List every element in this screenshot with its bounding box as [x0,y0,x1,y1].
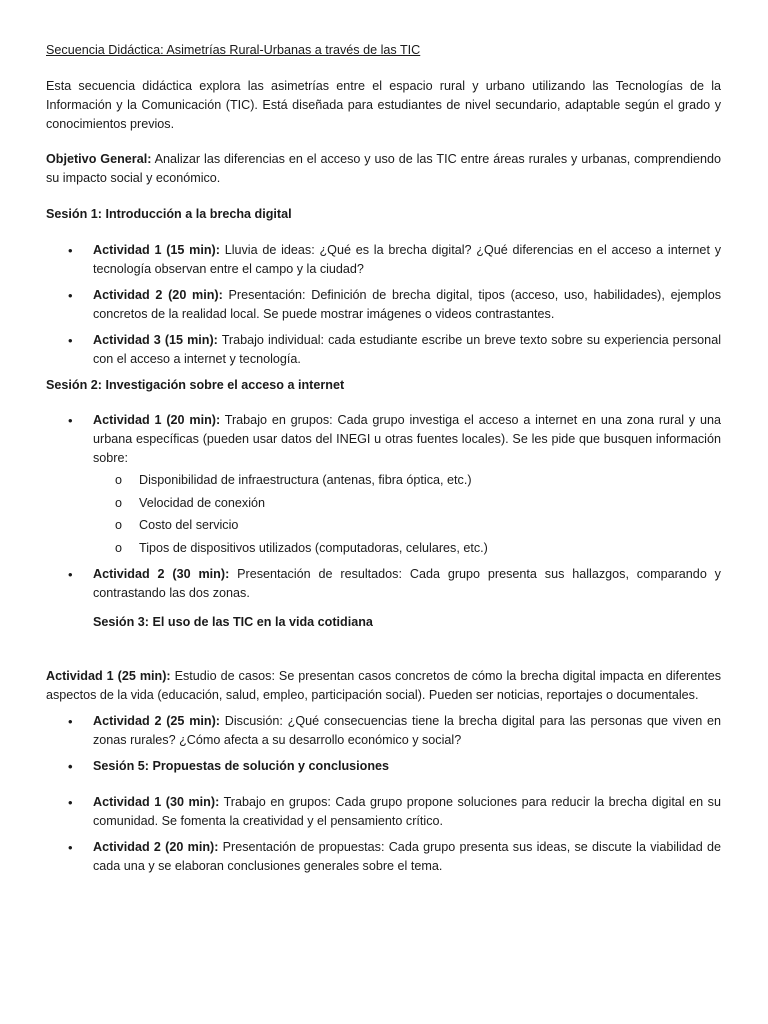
activity-label: Actividad 1 (30 min): [93,794,220,809]
activity-label: Actividad 2 (30 min): [93,566,230,581]
activity-label: Actividad 1 (20 min): [93,413,221,427]
document-title: Secuencia Didáctica: Asimetrías Rural-Urbanas a través de las TIC [46,43,421,57]
list-item [46,286,721,324]
activity-label: Actividad 1 (15 min): [93,243,220,257]
intro-paragraph: Esta secuencia didáctica explora las asimetrías entre el espacio rural y urbano utilizando las Tecnologías de la Información y la Comunicación (TIC). Está diseñada para estudiantes de nivel secundario, adaptable según el grado y conocimientos previos. [46,79,721,131]
activity-label: Actividad 1 (25 min): [46,668,171,683]
circle-bullet-icon: o [115,495,123,510]
sub-item-text: Tipos de dispositivos utilizados (computadoras, celulares, etc.) [139,540,488,555]
session-3-activity-1 [46,667,721,705]
session-2-activities [46,411,721,603]
bullet-icon: • [68,758,73,774]
session-3-activities [46,712,721,876]
sub-item-text: Costo del servicio [139,518,239,532]
sub-list-item [93,539,721,558]
activity-text: Presentación de propuestas: Cada grupo presenta sus ideas, se discute la viabilidad de cada una y se elaboran conclusiones generales sobre el tema. [93,839,721,873]
list-item [46,331,721,369]
objective-text: Analizar las diferencias en el acceso y uso de las TIC entre áreas rurales y urbanas, comprendiendo su impacto social y económico. [46,152,721,185]
circle-bullet-icon: o [115,518,123,532]
list-item [46,241,721,279]
list-item [46,411,721,558]
bullet-icon: • [68,288,73,303]
activity-text: Trabajo en grupos: Cada grupo propone soluciones para reducir la brecha digital en su comunidad. Se fomenta la creatividad y el pensamiento crítico. [93,794,721,828]
session-2-heading: Sesión 2: Investigación sobre el acceso a internet [46,378,345,392]
circle-bullet-icon: o [115,473,123,487]
activity-label: Actividad 2 (20 min): [93,288,223,302]
list-item [46,793,721,831]
session-5-heading: Sesión 5: Propuestas de solución y conclusiones [93,758,390,773]
session-1-heading: Sesión 1: Introducción a la brecha digital [46,207,292,221]
bullet-icon: • [68,413,73,428]
activity-text: Estudio de casos: Se presentan casos concretos de cómo la brecha digital impacta en diferentes aspectos de la vida (educación, salud, empleo, participación social). Pueden ser noticias, reportajes o documentales. [46,668,721,702]
activity-label: Actividad 2 (25 min): [93,713,220,728]
session-5-heading-item [46,757,721,776]
objective-paragraph [46,150,721,188]
list-item [46,565,721,603]
activity-text: Trabajo en grupos: Cada grupo investiga el acceso a internet en una zona rural y una urbana específicas (pueden usar datos del INEGI u otras fuentes locales). Se les pide que busquen información sobre: [93,413,721,465]
sub-item-text: Disponibilidad de infraestructura (antenas, fibra óptica, etc.) [139,473,472,487]
bullet-icon: • [68,333,73,348]
activity-text: Trabajo individual: cada estudiante escribe un breve texto sobre su experiencia personal con el acceso a internet y tecnología. [93,333,721,366]
sub-list-item [93,516,721,535]
activity-text: Lluvia de ideas: ¿Qué es la brecha digital? ¿Qué diferencias en el acceso a internet y tecnología observan entre el campo y la ciudad? [93,243,721,276]
activity-label: Actividad 2 (20 min): [93,839,219,854]
bullet-icon: • [68,566,73,582]
sub-list [93,471,721,558]
document-page [46,41,721,883]
objective-label: Objetivo General: [46,152,152,166]
sub-list-item [93,494,721,513]
session-3-heading: Sesión 3: El uso de las TIC en la vida cotidiana [93,614,373,629]
session-1-activities [46,241,721,369]
bullet-icon: • [68,243,73,258]
activity-label: Actividad 3 (15 min): [93,333,218,347]
activity-text: Presentación de resultados: Cada grupo presenta sus hallazgos, comparando y contrastando las dos zonas. [93,566,721,600]
sub-list-item [93,471,721,490]
activity-text: Presentación: Definición de brecha digital, tipos (acceso, uso, habilidades), ejemplos concretos de la realidad local. Se puede mostrar imágenes o videos contrastantes. [93,288,721,321]
list-item [46,838,721,876]
activity-text: Discusión: ¿Qué consecuencias tiene la brecha digital para las personas que viven en zonas rurales? ¿Cómo afecta a su desarrollo económico y social? [93,713,721,747]
circle-bullet-icon: o [115,540,123,555]
bullet-icon: • [68,839,73,855]
list-item [46,712,721,750]
bullet-icon: • [68,713,73,729]
sub-item-text: Velocidad de conexión [139,495,266,510]
bullet-icon: • [68,794,73,810]
